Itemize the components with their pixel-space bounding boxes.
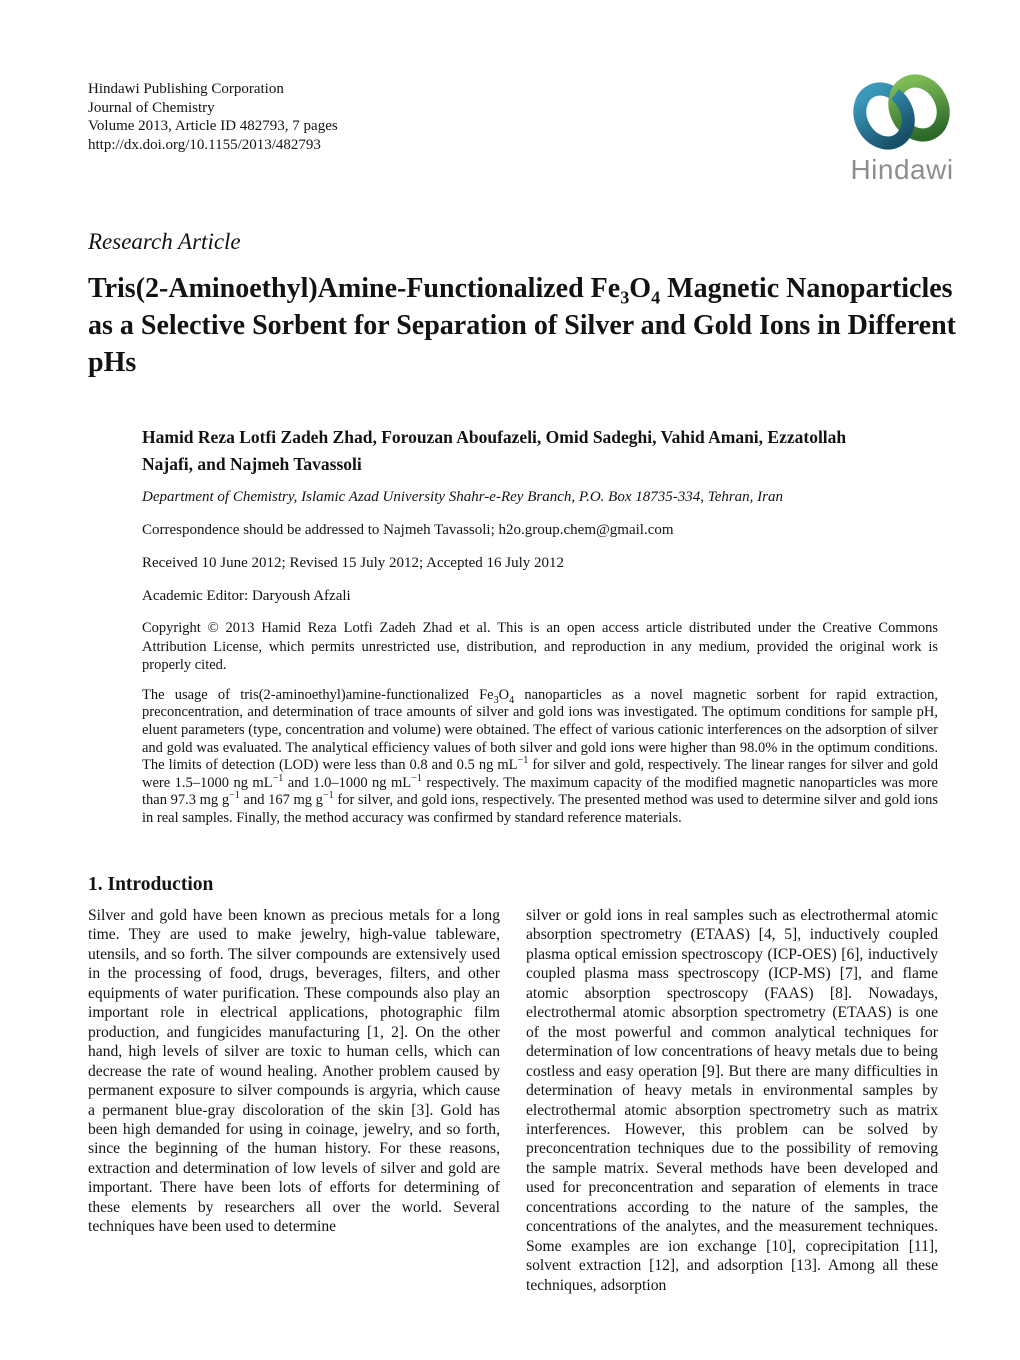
logo-wordmark: Hindawi: [850, 154, 954, 185]
abstract-text: The usage of tris(2-aminoethyl)amine-functionalized $Fe_3O_4$ nanoparticles as a novel magnetic sorbent for rapid extraction, preconcentration, and determination of trace amounts of silver and gold ions was investigated. The optimum conditions for sample pH, eluent parameters (type, concentration and volume) were obtained. The effect of various cationic interferences on the adsorption of silver and gold was evaluated. The analytical efficiency values of both silver and gold ions were higher than 98.0% in the optimum conditions. The limits of detection (LOD) were less than 0.8 and 0.5 ng $mL^{-1}$ for silver and gold, respectively. The linear ranges for silver and gold were 1.5–1000 ng $mL^{-1}$ and 1.0–1000 ng $mL^{-1}$ respectively. The maximum capacity of the modified magnetic nanoparticles was more than 97.3 mg $g^{-1}$ and 167 mg $g^{-1}$ for silver, and gold ions, respectively. The presented method was used to determine silver and gold ions in real samples. Finally, the method accuracy was confirmed by standard reference materials.: [142, 686, 938, 826]
copyright-text: Copyright © 2013 Hamid Reza Lotfi Zadeh Zhad et al. This is an open access article distributed under the Creative Commons Attribution License, which permits unrestricted use, distribution, and reproduction in any medium, provided the original work is properly cited.: [142, 620, 938, 674]
affiliation: Department of Chemistry, Islamic Azad University Shahr-e-Rey Branch, P.O. Box 18735-334, Tehran, Iran: [142, 489, 784, 505]
intro-column-left: Silver and gold have been known as precious metals for a long time. They are used to make jewelry, high-value tableware, utensils, and so forth. The silver compounds are extensively used in the processing of food, drugs, beverages, filters, and other equipments of water purification. These compounds also play an important role in electrical applications, photographic film production, and fungicides manufacturing [1, 2]. On the other hand, high levels of silver are toxic to human cells, which can decrease the rate of wound healing. Another problem caused by permanent exposure to silver compounds is argyria, which cause a permanent blue-gray discoloration of the skin [3]. Gold has been high demanded for using in coinage, jewelry, and so forth, since the beginning of the human history. For these reasons, extraction and determination of low levels of silver and gold are important. There have been lots of efforts for determining of these elements by researchers all over the world. Several techniques have been used to determine: [88, 907, 500, 1236]
intro-column-right: silver or gold ions in real samples such as electrothermal atomic absorption spectrometry (ETAAS) [4, 5], inductively coupled plasma optical emission spectroscopy (ICP-OES) [6], inductively coupled plasma mass spectroscopy (ICP-MS) [7], and flame atomic absorption spectroscopy (FAAS) [8]. Nowadays, electrothermal atomic absorption spectrometry (ETAAS) is one of the most powerful and common analytical techniques for determination of low concentrations of heavy metals due to being costless and easy operation [9]. But there are many difficulties in determination of heavy metals in environmental samples by electrothermal atomic absorption spectrometry such as matrix interferences. However, this problem can be solved by preconcentration techniques due to the possibility of removing the sample matrix. Several methods have been developed and used for preconcentration and separation of elements in trace concentrations according to the nature of the samples, the concentrations of the analytes, and the measurement techniques. Some examples are ion exchange [10], coprecipitation [11], solvent extraction [12], and adsorption [13]. Among all these techniques, adsorption: [526, 907, 938, 1294]
authors: Hamid Reza Lotfi Zadeh Zhad, Forouzan Aboufazeli, Omid Sadeghi, Vahid Amani, Ezzatollah Najafi, and Najmeh Tavassoli: [142, 427, 847, 474]
volume-line: Volume 2013, Article ID 482793, 7 pages: [88, 118, 338, 135]
journal-header-block: [88, 80, 338, 154]
article-meta: [142, 424, 938, 828]
hindawi-logo: [840, 70, 964, 186]
correspondence-line: Correspondence should be addressed to Najmeh Tavassoli; h2o.group.chem@gmail.com: [142, 522, 674, 538]
journal-line: Journal of Chemistry: [88, 99, 215, 116]
intro-columns: [88, 906, 938, 1295]
article-head: [88, 226, 960, 381]
article-title: Tris(2-Aminoethyl)Amine-Functionalized $Fe_3O_4$ Magnetic Nanoparticles as a Selective Sorbent for Separation of Silver and Gold Ions in Different pHs: [88, 273, 956, 378]
dates-line: Received 10 June 2012; Revised 15 July 2012; Accepted 16 July 2012: [142, 555, 565, 571]
article-type-label: Research Article: [88, 229, 241, 254]
hindawi-rings-icon: [840, 70, 964, 154]
academic-editor-line: Academic Editor: Daryoush Afzali: [142, 588, 351, 604]
section-heading-introduction: 1. Introduction: [88, 874, 214, 895]
publisher-line: Hindawi Publishing Corporation: [88, 81, 284, 97]
doi-line: http://dx.doi.org/10.1155/2013/482793: [88, 136, 321, 153]
